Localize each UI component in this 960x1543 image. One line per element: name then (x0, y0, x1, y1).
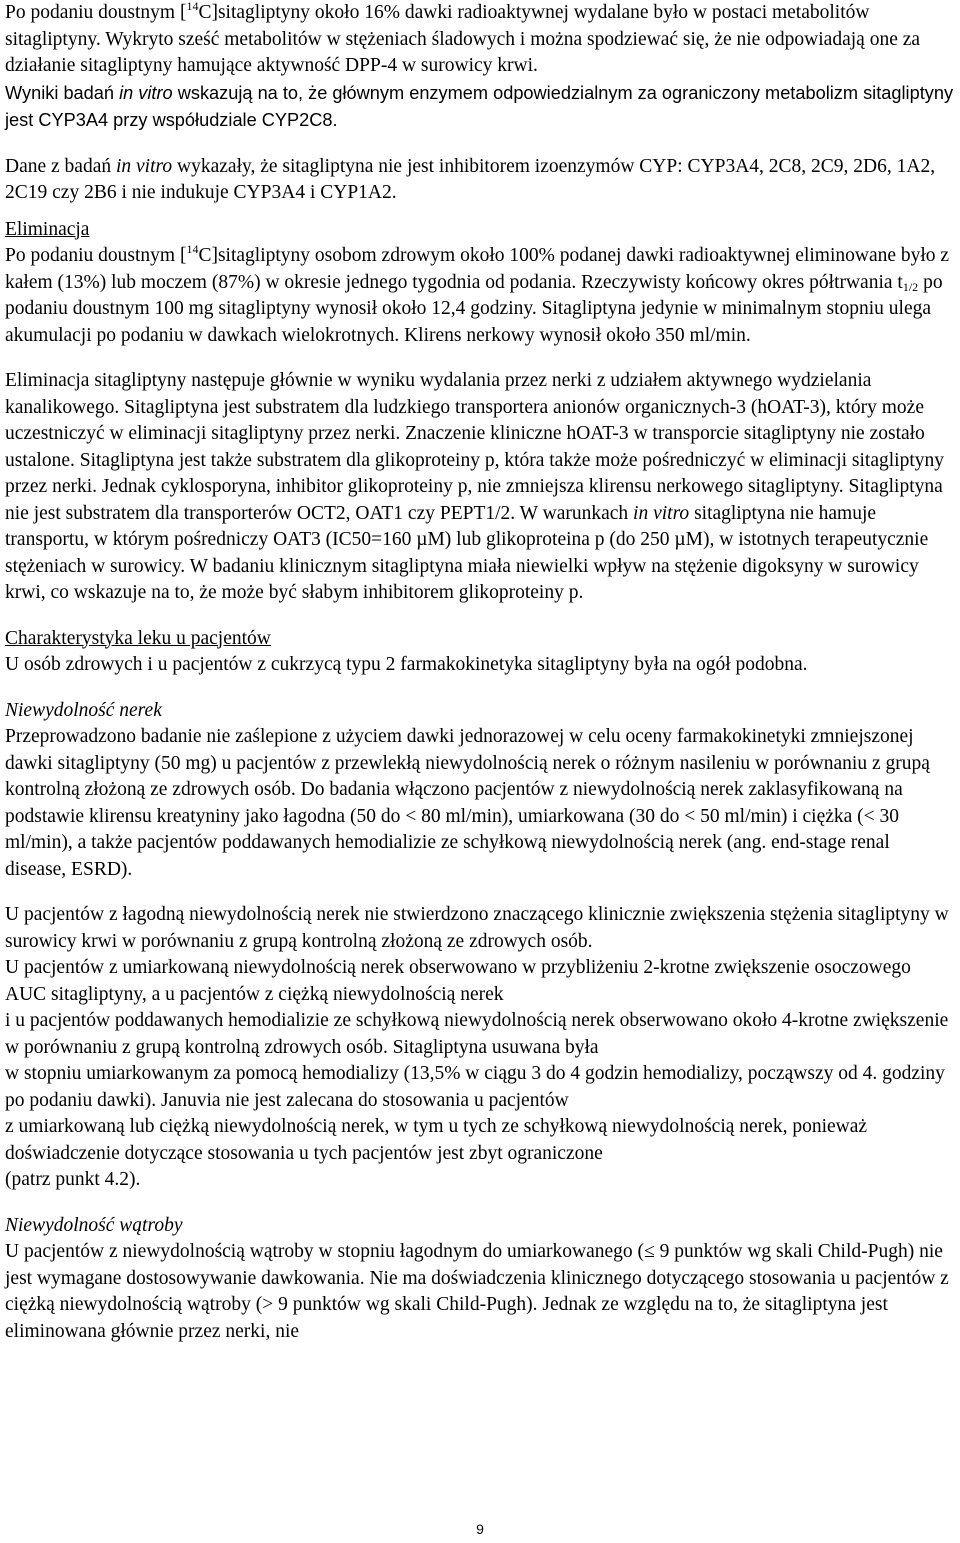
text-run: Po podaniu doustnym [ (5, 2, 187, 23)
text-run: Dane z badań (5, 155, 116, 177)
elimination-paragraph-1 (5, 243, 955, 349)
patients-heading: Charakterystyka leku u pacjentów (5, 627, 271, 649)
text-run: C]sitagliptyny około 16% dawki radioaktywnej wydalane było w postaci metabolitów sitagliptyny. Wykryto sześć metabolitów w stężeniach śladowych i można spodziewać się, że nie odpowiadają one za działanie sitagliptyny hamujące aktywność DPP-4 w surowicy krwi. (5, 2, 921, 76)
document-page (5, 0, 955, 1345)
italic-term: in vitro (119, 82, 173, 103)
italic-term: in vitro (115, 155, 173, 177)
text-run: Eliminacja sitagliptyny następuje głównie w wyniku wydalania przez nerki z udziałem aktywnego wydzielania kanalikowego. Sitagliptyna jest substratem dla ludzkiego transportera anionów organicznych-3 (hOAT-3), który może uczestniczyć w eliminacji sitagliptyny przez nerki. Znaczenie kliniczne hOAT-3 w transporcie sitagliptyny nie zostało ustalone. Sitagliptyna jest także substratem dla glikoproteiny p, która także może pośredniczyć w eliminacji sitagliptyny przez nerki. Jednak cyklosporyna, inhibitor glikoproteiny p, nie zmniejsza klirensu nerkowego sitagliptyny. Sitagliptyna nie jest substratem dla transporterów OCT2, OAT1 czy PEPT1/2. W warunkach (5, 370, 944, 524)
italic-term: in vitro (633, 502, 690, 524)
elimination-heading: Eliminacja (5, 218, 90, 240)
hepatic-paragraph: U pacjentów z niewydolnością wątroby w stopniu łagodnym do umiarkowanego (≤ 9 punktów wg skali Child-Pugh) nie jest wymagane dostosowywanie dawkowania. Nie ma doświadczenia klinicznego dotyczącego stosowania u pacjentów z ciężką niewydolnością wątroby (> 9 punktów wg skali Child-Pugh). Jednak ze względu na to, że sitagliptyna jest eliminowana głównie przez nerki, nie (5, 1241, 949, 1342)
patients-paragraph: U osób zdrowych i u pacjentów z cukrzycą typu 2 farmakokinetyka sitagliptyny była na ogół podobna. (5, 654, 808, 675)
text-run: sitagliptyna nie hamuje transportu, w którym pośredniczy OAT3 (IC50=160 µM) lub glikoproteina p (do 250 µM), w istotnych terapeutycznie stężeniach w surowicy. W badaniu klinicznym sitagliptyna miała niewielki wpływ na stężenie digoksyny w surowicy krwi, co wskazuje na to, że może być słabym inhibitorem glikoproteiny p. (5, 502, 929, 603)
hepatic-heading: Niewydolność wątroby (5, 1214, 183, 1236)
metabolism-paragraph-2 (5, 154, 955, 207)
elimination-paragraph-2 (5, 368, 955, 607)
text-run: C]sitagliptyny osobom zdrowym około 100% podanej dawki radioaktywnej eliminowane było z kałem (13%) lub moczem (87%) w okresie jednego tygodnia od podania. Rzeczywisty końcowy okres półtrwania t (5, 245, 950, 293)
superscript-isotope: 14 (186, 0, 199, 13)
renal-heading: Niewydolność nerek (5, 699, 162, 721)
metabolism-paragraph-1 (5, 0, 955, 135)
text-run: Wyniki badań (5, 82, 120, 103)
text-run: Po podaniu doustnym [ (5, 245, 187, 266)
renal-paragraph-2: U pacjentów z łagodną niewydolnością nerek nie stwierdzono znaczącego klinicznie zwiększenia stężenia sitagliptyny w surowicy krwi w porównaniu z grupą kontrolną złożoną ze zdrowych osób. U pacjentów z umiarkowaną niewydolnością nerek obserwowano w przybliżeniu 2-krotne zwiększenie osoczowego AUC sitagliptyny, a u pacjentów z ciężką niewydolnością nerek i u pacjentów poddawanych hemodializie ze schyłkową niewydolnością nerek obserwowano około 4-krotne zwiększenie w porównaniu z grupą kontrolną zdrowych osób. Sitagliptyna usuwana była w stopniu umiarkowanym za pomocą hemodializy (13,5% w ciągu 3 do 4 godzin hemodializy, począwszy od 4. godziny po podaniu dawki). Januvia nie jest zalecana do stosowania u pacjentów z umiarkowaną lub ciężką niewydolnością nerek, w tym u tych ze schyłkową niewydolnością nerek, ponieważ doświadczenie dotyczące stosowania u tych pacjentów jest zbyt ograniczone (patrz punkt 4.2). (5, 904, 949, 1190)
text-run: wykazały, że sitagliptyna nie jest inhibitorem izoenzymów CYP: CYP3A4, 2C8, 2C9, 2D6, 1A2, 2C19 czy 2B6 i nie indukuje CYP3A4 i CYP1A2. (5, 155, 936, 203)
renal-paragraph-1: Przeprowadzono badanie nie zaślepione z użyciem dawki jednorazowej w celu oceny farmakokinetyki zmniejszonej dawki sitagliptyny (50 mg) u pacjentów z przewlekłą niewydolnością nerek o różnym nasileniu w porównaniu z grupą kontrolną złożoną ze zdrowych osób. Do badania włączono pacjentów z niewydolnością nerek zaklasyfikowaną na podstawie klirensu kreatyniny jako łagodna (50 do < 80 ml/min), umiarkowana (30 do < 50 ml/min) i ciężka (< 30 ml/min), a także pacjentów poddawanych hemodializie ze schyłkową niewydolnością nerek (ang. end-stage renal disease, ESRD). (5, 726, 930, 880)
text-run (5, 83, 953, 131)
superscript-isotope: 14 (186, 242, 199, 256)
subscript-half-life: 1/2 (902, 279, 919, 294)
text-run: po podaniu doustnym 100 mg sitagliptyny wynosił około 12,4 godziny. Sitagliptyna jedynie w minimalnym stopniu ulega akumulacji po podaniu w dawkach wielokrotnych. Klirens nerkowy wynosił około 350 ml/min. (5, 271, 943, 346)
text-run: wskazują na to, że głównym enzymem odpowiedzialnym za ograniczony metabolizm sitagliptyny jest CYP3A4 przy współudziale CYP2C8. (5, 82, 954, 130)
page-number: 9 (476, 1521, 484, 1537)
